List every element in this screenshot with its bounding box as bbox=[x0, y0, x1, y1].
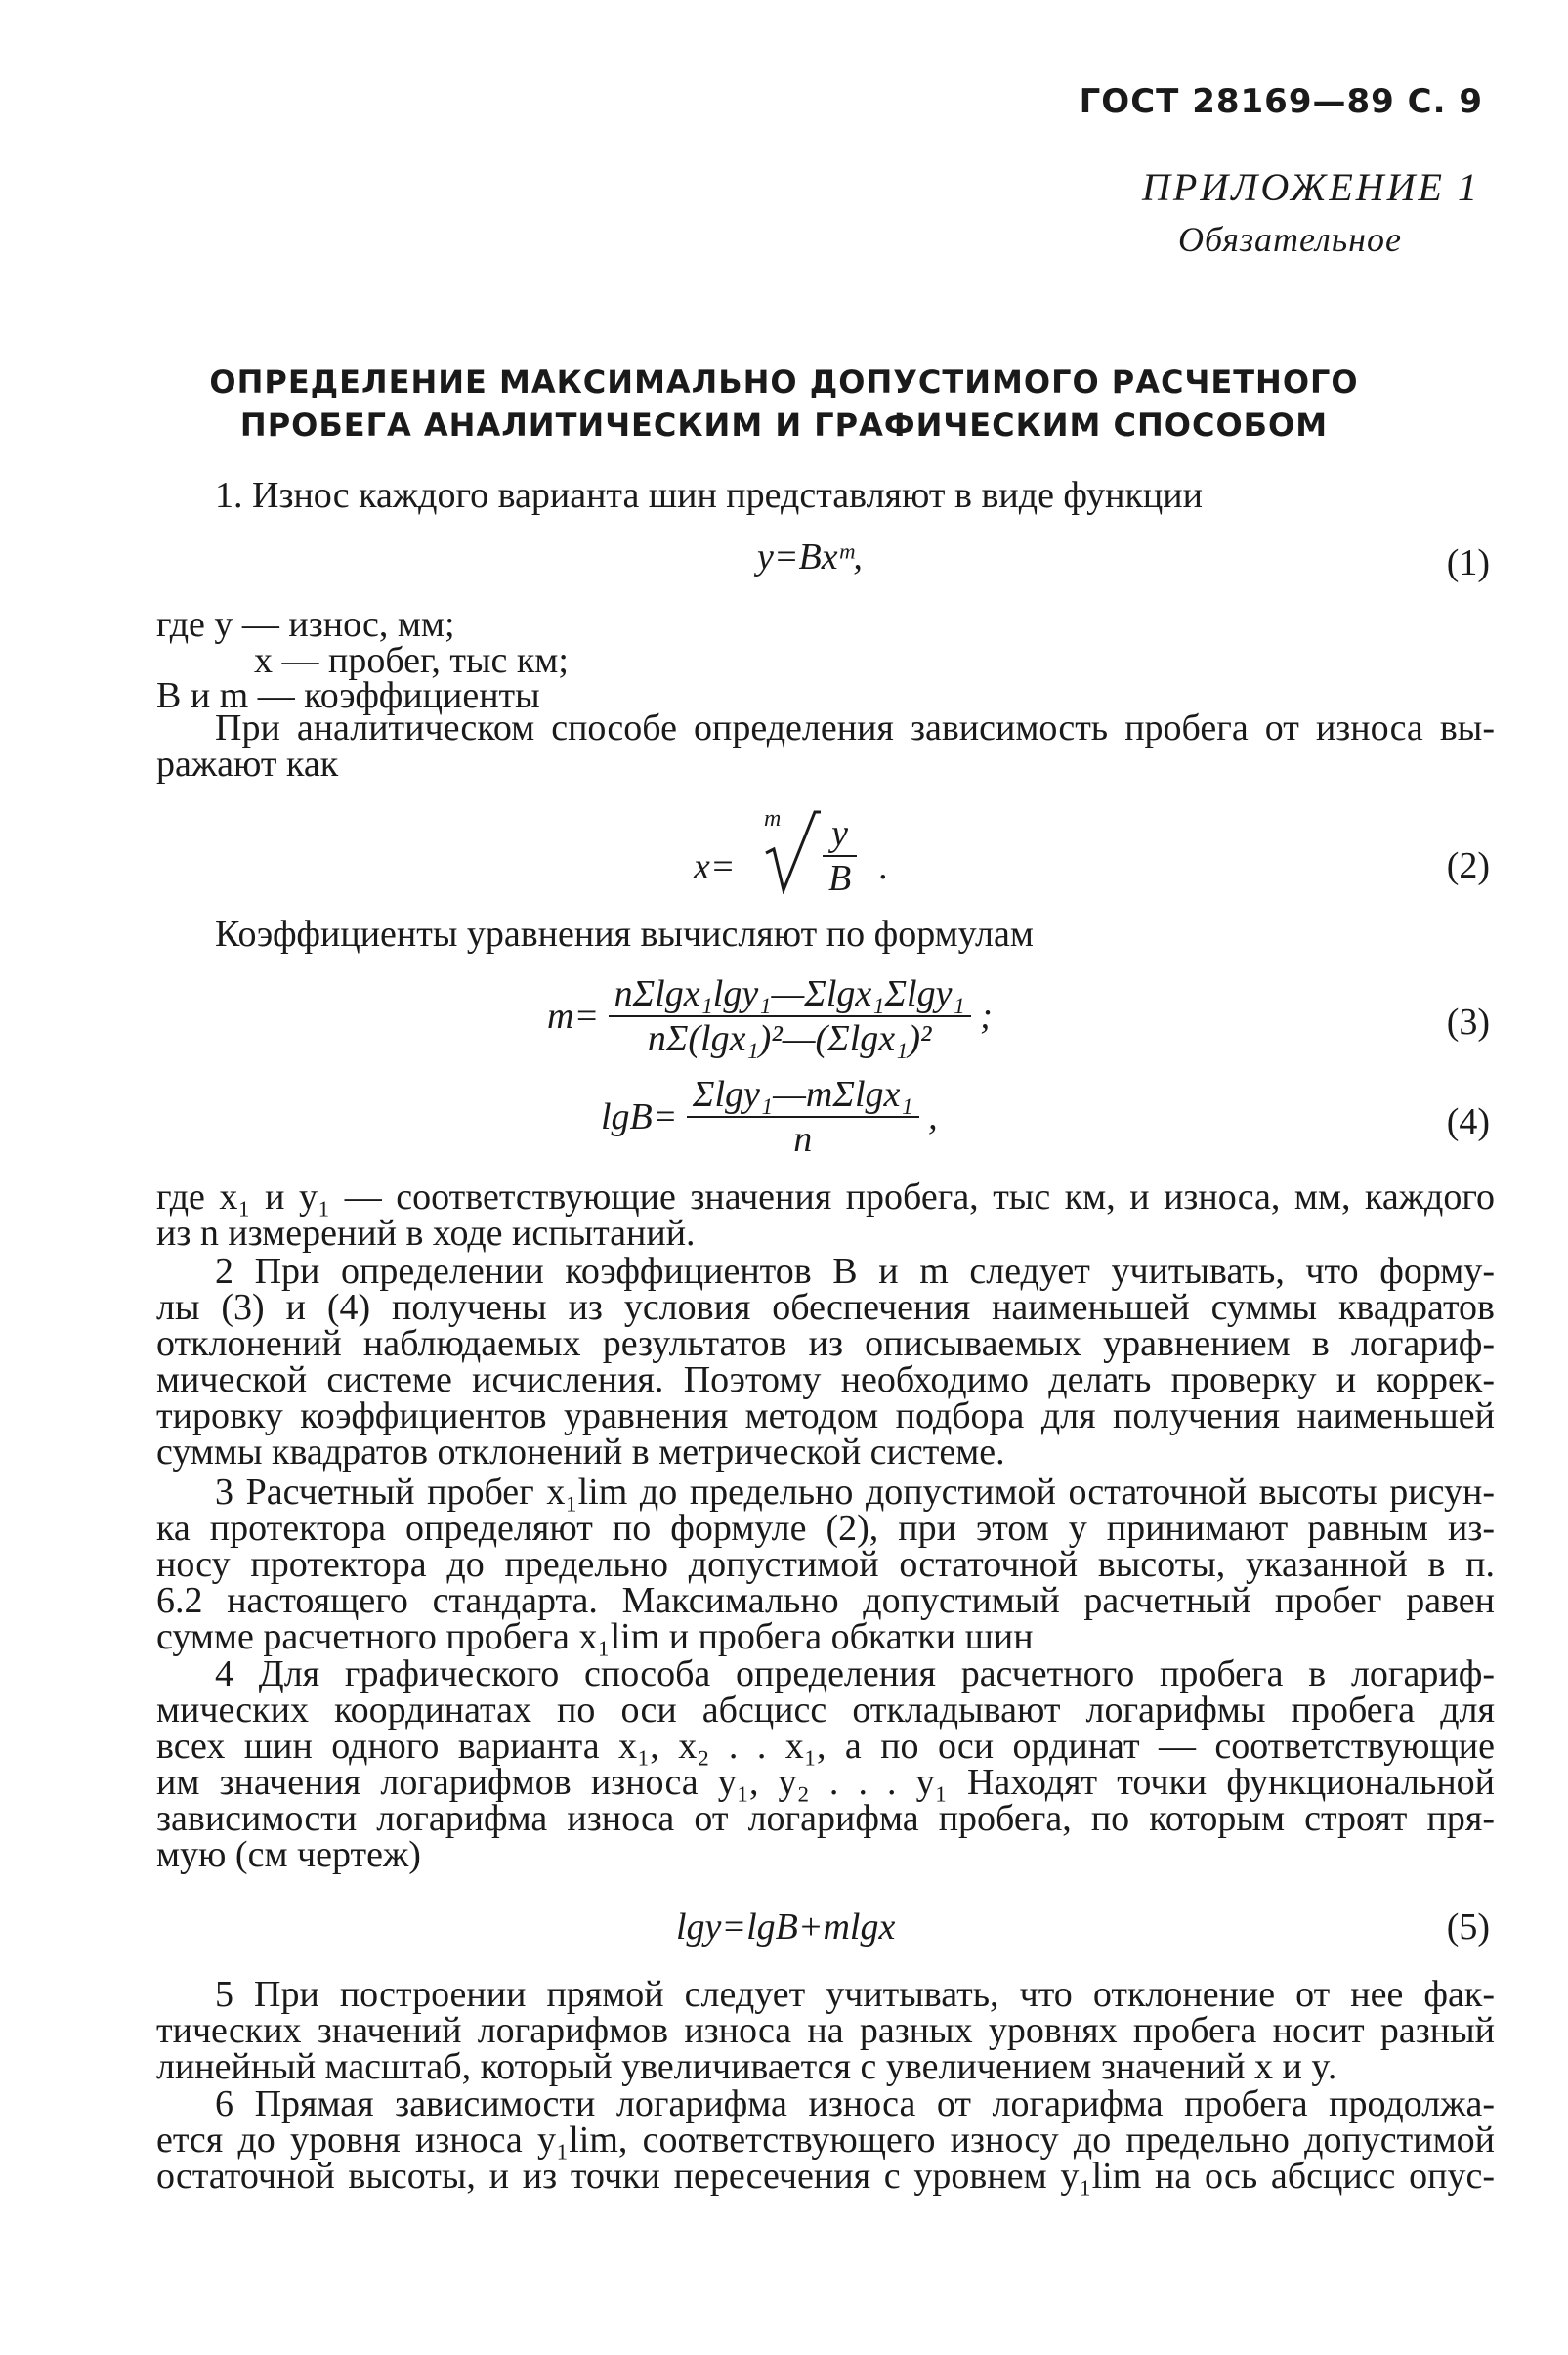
equation-2-root-index: m bbox=[764, 806, 782, 832]
equation-4-number: (4) bbox=[1446, 1101, 1490, 1142]
equation-4 bbox=[601, 1073, 938, 1161]
equation-3-numerator: nΣlgx₁lgy₁—Σlgx₁Σlgy₁ bbox=[609, 972, 971, 1017]
paragraph-1: 1. Износ каждого варианта шин представляют в виде функции bbox=[215, 475, 1203, 516]
paragraph-7-line-1: 4 Для графического способа определения расчетного пробега в логариф- bbox=[215, 1653, 1495, 1694]
appendix-status: Обязательное bbox=[1178, 220, 1402, 259]
paragraph-8-line-3: линейный масштаб, который увеличивается с увеличением значений x и y. bbox=[156, 2046, 1337, 2087]
equation-4-denominator: n bbox=[793, 1119, 813, 1160]
paragraph-2-line-2: ражают как bbox=[156, 744, 339, 785]
paragraph-5-line-4: мической системе исчисления. Поэтому необходимо делать проверку и коррек- bbox=[156, 1359, 1495, 1400]
equation-3 bbox=[547, 972, 993, 1060]
equation-2-tail: . bbox=[879, 846, 889, 887]
standard-header: ГОСТ 28169—89 С. 9 bbox=[1079, 82, 1483, 121]
paragraph-6-line-2: ка протектора определяют по формуле (2), при этом y принимают равным из- bbox=[156, 1508, 1495, 1549]
paragraph-6-line-5: сумме расчетного пробега x₁lim и пробега обкатки шин bbox=[156, 1616, 1034, 1657]
paragraph-5-line-3: отклонений наблюдаемых результатов из описываемых уравнением в логариф- bbox=[156, 1323, 1495, 1364]
title-line-2: ПРОБЕГА АНАЛИТИЧЕСКИМ И ГРАФИЧЕСКИМ СПОСОБОМ bbox=[239, 407, 1329, 444]
equation-2-numerator: y bbox=[823, 812, 857, 857]
paragraph-9-line-3: остаточной высоты, и из точки пересечения с уровнем y₁lim на ось абсцисс опус- bbox=[156, 2156, 1495, 2197]
radical-sign bbox=[762, 810, 821, 894]
equation-1: y=Bxᵐ, bbox=[757, 536, 863, 578]
paragraph-6-line-3: носу протектора до предельно допустимой остаточной высоты, указанной в п. bbox=[156, 1544, 1495, 1585]
paragraph-8-line-1: 5 При построении прямой следует учитывать, что отклонение от нее фак- bbox=[215, 1974, 1495, 2015]
paragraph-4-line-1: где x₁ и y₁ — соответствующие значения пробега, тыс км, и износа, мм, каждого bbox=[156, 1177, 1495, 1218]
title-line-1: ОПРЕДЕЛЕНИЕ МАКСИМАЛЬНО ДОПУСТИМОГО РАСЧЕТНОГО bbox=[209, 364, 1359, 401]
equation-3-lhs: m= bbox=[547, 996, 600, 1037]
paragraph-7-line-4: им значения логарифмов износа y₁, y₂ . . . y₁ Находят точки функциональной bbox=[156, 1762, 1495, 1803]
appendix-label: ПРИЛОЖЕНИЕ 1 bbox=[1142, 165, 1480, 209]
paragraph-7-line-2: мических координатах по оси абсцисс откладывают логарифмы пробега для bbox=[156, 1690, 1495, 1731]
paragraph-6-line-4: 6.2 настоящего стандарта. Максимально допустимый расчетный пробег равен bbox=[156, 1580, 1495, 1621]
paragraph-5-line-5: тировку коэффициентов уравнения методом подбора для получения наименьшей bbox=[156, 1395, 1495, 1436]
paragraph-9-line-2: ется до уровня износа y₁lim, соответствующего износу до предельно допустимой bbox=[156, 2120, 1495, 2161]
paragraph-7-line-5: зависимости логарифма износа от логарифма пробега, по которым строят пря- bbox=[156, 1798, 1495, 1839]
equation-1-number: (1) bbox=[1446, 542, 1490, 583]
paragraph-6-line-1: 3 Расчетный пробег x₁lim до предельно допустимой остаточной высоты рисун- bbox=[215, 1472, 1495, 1513]
paragraph-7-line-3: всех шин одного варианта x₁, x₂ . . x₁, а по оси ординат — соответствующие bbox=[156, 1726, 1495, 1767]
equation-2-lhs: x= bbox=[694, 846, 736, 887]
equation-2-fraction bbox=[823, 812, 857, 900]
paragraph-5-line-2: лы (3) и (4) получены из условия обеспечения наименьшей суммы квадратов bbox=[156, 1287, 1495, 1328]
paragraph-4-line-2: из n измерений в ходе испытаний. bbox=[156, 1213, 696, 1254]
equation-3-denominator: nΣ(lgx₁)²—(Σlgx₁)² bbox=[647, 1018, 932, 1059]
equation-4-numerator: Σlgy₁—mΣlgx₁ bbox=[687, 1073, 919, 1118]
definition-b-m: B и m — коэффициенты bbox=[156, 675, 540, 716]
paragraph-2-line-1: При аналитическом способе определения зависимость пробега от износа вы- bbox=[215, 707, 1495, 749]
equation-2-denominator: B bbox=[828, 858, 852, 899]
equation-4-fraction bbox=[687, 1073, 919, 1161]
paragraph-8-line-2: тических значений логарифмов износа на разных уровнях пробега носит разный bbox=[156, 2010, 1495, 2051]
definition-x: x — пробег, тыс км; bbox=[254, 640, 569, 681]
paragraph-5-line-1: 2 При определении коэффициентов B и m следует учитывать, что форму- bbox=[215, 1251, 1495, 1292]
equation-5-number: (5) bbox=[1446, 1906, 1490, 1948]
equation-3-fraction bbox=[609, 972, 971, 1060]
equation-3-tail: ; bbox=[980, 996, 993, 1037]
equation-2-number: (2) bbox=[1446, 845, 1490, 886]
equation-5: lgy=lgB+mlgx bbox=[676, 1906, 896, 1948]
definition-y: где y — износ, мм; bbox=[156, 604, 455, 645]
equation-4-tail: , bbox=[928, 1096, 938, 1137]
paragraph-3: Коэффициенты уравнения вычисляют по формулам bbox=[215, 914, 1034, 955]
equation-3-number: (3) bbox=[1446, 1002, 1490, 1043]
paragraph-7-line-6: мую (см чертеж) bbox=[156, 1834, 421, 1875]
equation-4-lhs: lgB= bbox=[601, 1096, 678, 1137]
paragraph-5-line-6: суммы квадратов отклонений в метрической системе. bbox=[156, 1432, 1005, 1473]
paragraph-9-line-1: 6 Прямая зависимости логарифма износа от логарифма пробега продолжа- bbox=[215, 2083, 1495, 2124]
